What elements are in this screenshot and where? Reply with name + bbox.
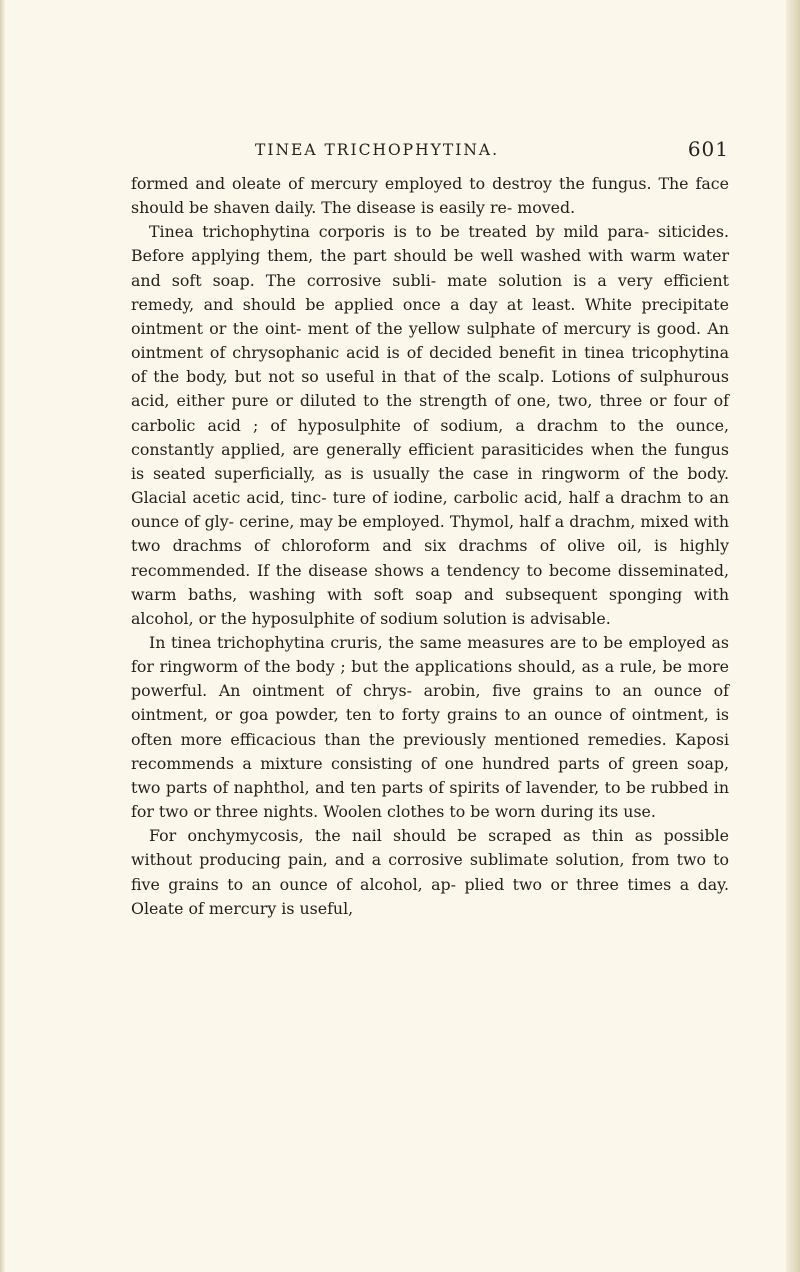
page-edge xyxy=(786,0,800,1272)
running-title: TINEA TRICHOPHYTINA. xyxy=(255,141,499,159)
paragraph-continuation: formed and oleate of mercury employed to destroy the fungus. The face should be shaven daily. The disease is easily re- moved. xyxy=(131,174,729,218)
paragraph-tinea-cruris: In tinea trichophytina cruris, the same measures are to be employed as for ringworm of the body ; but the applications should, as a rule, be more powerful. An ointment of chrys- arobin, five grains to an ounce of ointment, or goa powder, ten to forty grains to an ounce of ointment, is often more efficacious than the previously mentioned remedies. Kaposi recommends a mixture consisting of one hundred parts of green soap, two parts of naphthol, and ten parts of spirits of lavender, to be rubbed in for two or three nights. Woolen clothes to be worn during its use. xyxy=(131,632,729,822)
paragraph-onchymycosis: For onchymycosis, the nail should be scraped as thin as possible without producing pain, and a corrosive sublimate solution, from two to five grains to an ounce of alcohol, ap- plied two or three times a day. Oleate of mercury is useful, xyxy=(131,826,729,918)
running-head xyxy=(131,137,729,167)
paragraph-tinea-corporis: Tinea trichophytina corporis is to be treated by mild para- siticides. Before applying them, the part should be well washed with warm water and soft soap. The corrosive subli- mate solution is a very efficient remedy, and should be applied once a day at least. White precipitate ointment or the oint- ment of the yellow sulphate of mercury is good. An ointment of chrysophanic acid is of decided benefit in tinea tricophytina of the body, but not so useful in that of the scalp. Lotions of sulphurous acid, either pure or diluted to the strength of one, two, three or four of carbolic acid ; of hyposulphite of sodium, a drachm to the ounce, constantly applied, are generally efficient parasiticides when the fungus is seated superficially, as is usually the case in ringworm of the body. Glacial acetic acid, tinc- ture of iodine, carbolic acid, half a drachm to an ounce of gly- cerine, may be employed. Thymol, half a drachm, mixed with two drachms of chloroform and six drachms of olive oil, is highly recommended. If the disease shows a tendency to become disseminated, warm baths, washing with soft soap and subsequent sponging with alcohol, or the hyposulphite of sodium solution is advisable. xyxy=(131,222,729,628)
page-number: 601 xyxy=(687,137,729,161)
gutter-shadow xyxy=(0,0,5,1272)
body-text xyxy=(131,172,729,921)
